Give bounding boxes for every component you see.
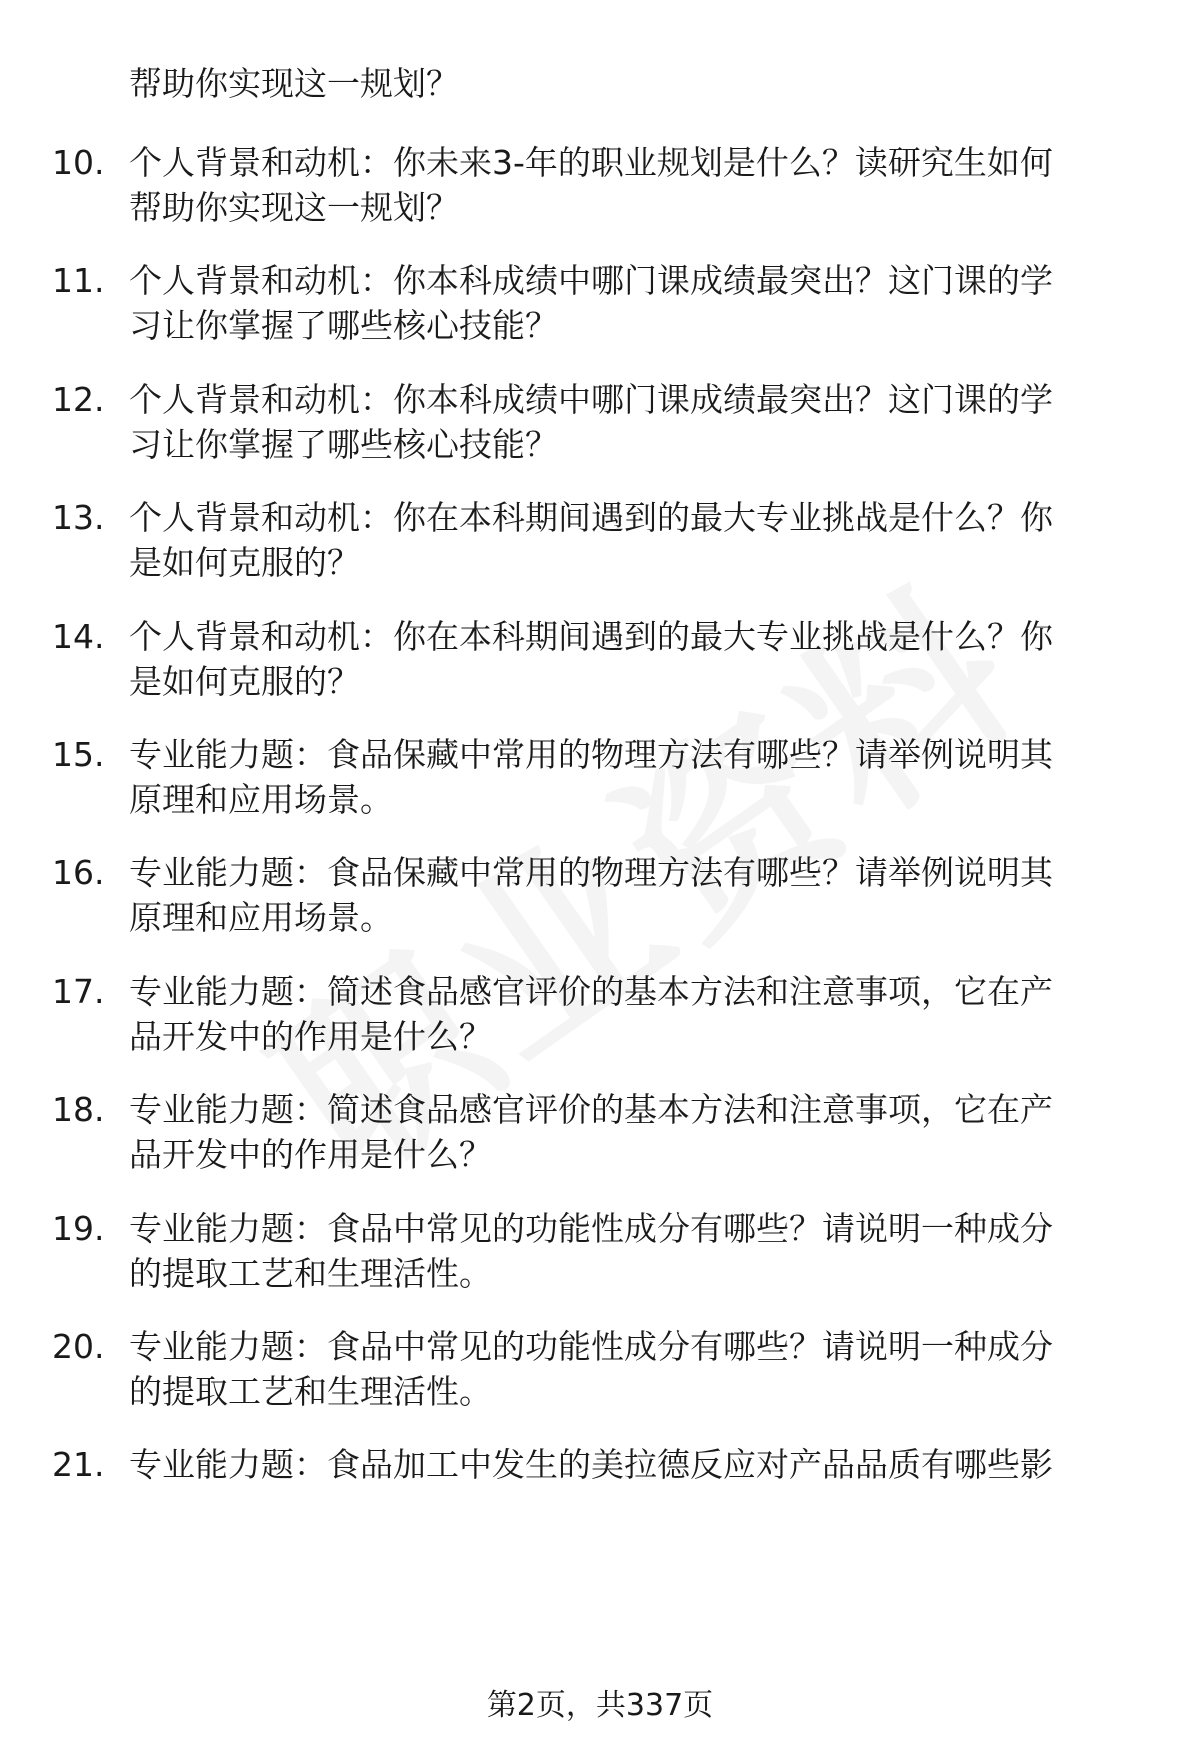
question-text — [129, 495, 1149, 585]
question-line: 专业能力题：食品保藏中常用的物理方法有哪些？请举例说明其 — [129, 853, 1053, 892]
page-footer: 第2页，共337页 — [486, 1688, 714, 1723]
question-number: 15. — [52, 735, 105, 774]
question-number: 13. — [52, 498, 105, 537]
question-text — [129, 850, 1149, 940]
question-text — [129, 614, 1149, 704]
question-text — [129, 140, 1149, 230]
question-text — [129, 258, 1149, 348]
question-line: 品开发中的作用是什么？ — [129, 1135, 492, 1174]
question-text — [129, 1206, 1149, 1296]
question-line: 专业能力题：简述食品感官评价的基本方法和注意事项，它在产 — [129, 1090, 1053, 1129]
question-line: 专业能力题：食品加工中发生的美拉德反应对产品品质有哪些影 — [129, 1445, 1053, 1484]
question-line: 专业能力题：食品中常见的功能性成分有哪些？请说明一种成分 — [129, 1327, 1053, 1366]
question-number: 14. — [52, 617, 105, 656]
question-line: 的提取工艺和生理活性。 — [129, 1254, 492, 1293]
question-number: 10. — [52, 143, 105, 182]
question-text — [129, 377, 1149, 467]
question-number: 17. — [52, 972, 105, 1011]
question-line: 原理和应用场景。 — [129, 780, 393, 819]
question-line: 专业能力题：简述食品感官评价的基本方法和注意事项，它在产 — [129, 972, 1053, 1011]
question-line: 习让你掌握了哪些核心技能？ — [129, 425, 558, 464]
question-line: 个人背景和动机：你本科成绩中哪门课成绩最突出？这门课的学 — [129, 261, 1053, 300]
question-text — [129, 1442, 1149, 1487]
question-number: 16. — [52, 853, 105, 892]
question-number: 19. — [52, 1209, 105, 1248]
question-line: 个人背景和动机：你本科成绩中哪门课成绩最突出？这门课的学 — [129, 380, 1053, 419]
question-text — [129, 1087, 1149, 1177]
question-line: 个人背景和动机：你在本科期间遇到的最大专业挑战是什么？你 — [129, 617, 1053, 656]
question-number: 11. — [52, 261, 105, 300]
question-number: 21. — [52, 1445, 105, 1484]
question-line: 原理和应用场景。 — [129, 898, 393, 937]
question-text — [129, 969, 1149, 1059]
question-line: 是如何克服的？ — [129, 543, 360, 582]
question-line: 专业能力题：食品保藏中常用的物理方法有哪些？请举例说明其 — [129, 735, 1053, 774]
question-line: 的提取工艺和生理活性。 — [129, 1372, 492, 1411]
question-line: 品开发中的作用是什么？ — [129, 1017, 492, 1056]
question-line: 个人背景和动机：你在本科期间遇到的最大专业挑战是什么？你 — [129, 498, 1053, 537]
question-line: 个人背景和动机：你未来3-年的职业规划是什么？读研究生如何 — [129, 143, 1053, 182]
question-line: 习让你掌握了哪些核心技能？ — [129, 306, 558, 345]
question-line: 帮助你实现这一规划？ — [129, 188, 459, 227]
question-number: 20. — [52, 1327, 105, 1366]
question-text — [129, 1324, 1149, 1414]
question-line: 是如何克服的？ — [129, 662, 360, 701]
question-text — [129, 732, 1149, 822]
question-number: 18. — [52, 1090, 105, 1129]
question-number: 12. — [52, 380, 105, 419]
question-line: 专业能力题：食品中常见的功能性成分有哪些？请说明一种成分 — [129, 1209, 1053, 1248]
continuation-line: 帮助你实现这一规划？ — [129, 64, 459, 103]
